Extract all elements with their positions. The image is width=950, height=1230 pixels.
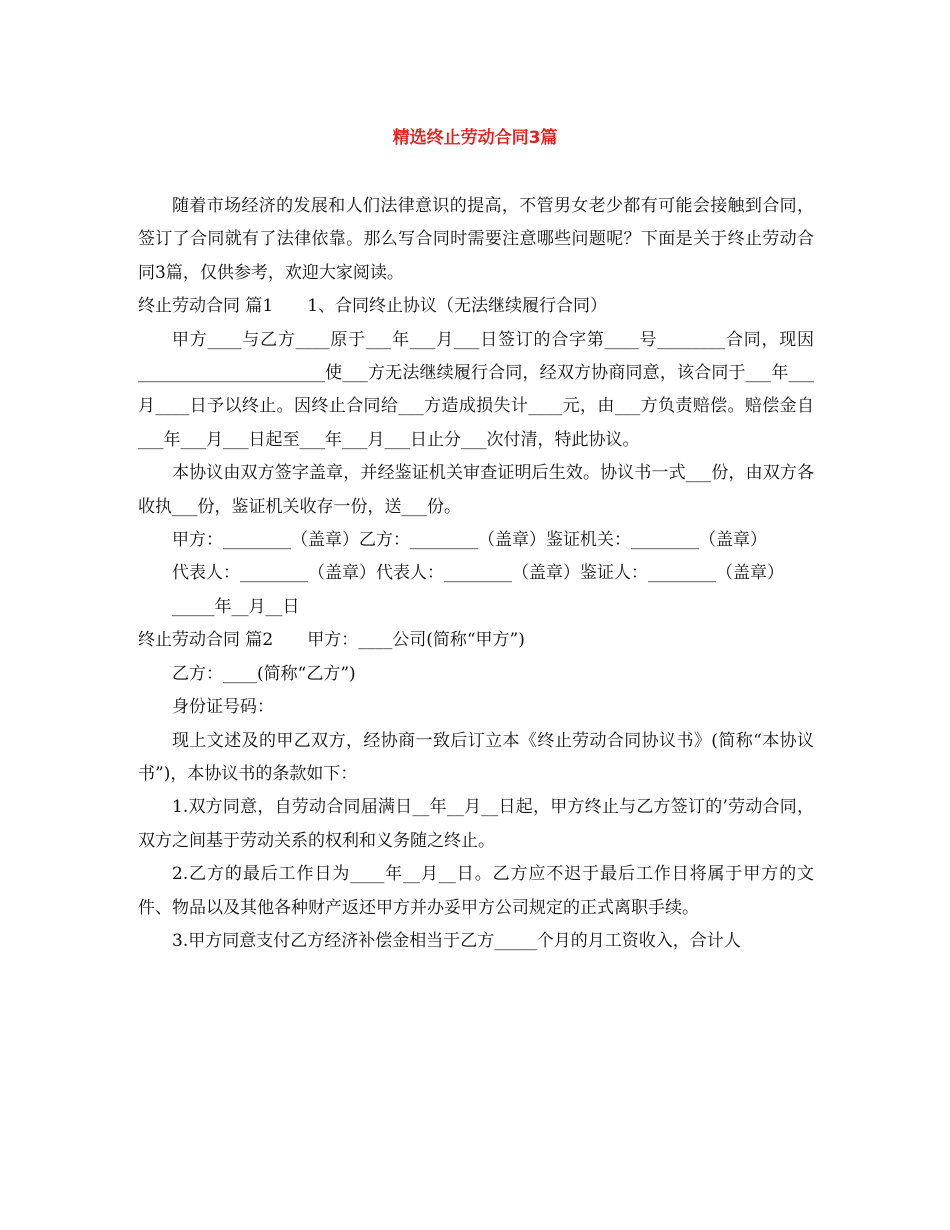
preamble-paragraph: 现上文述及的甲乙双方，经协商一致后订立本《终止劳动合同协议书》(简称“本协议书”)，本协议书的条款如下： xyxy=(138,730,814,784)
agreement-paragraph: 甲方____与乙方____原于___年___月___日签订的合字第____号________合同，现因______________________使___方无法继续履行合同，经双方协商同意，该合同于___年___月____日予以终止。因终止合同给___方造成损失计____元，由___方负责赔偿。赔偿金自___年___月___日起至___年___月___日止分___次付清，特此协议。 xyxy=(138,329,814,450)
effect-paragraph: 本协议由双方签字盖章，并经鉴证机关审查证明后生效。协议书一式___份，由双方各收执___份，鉴证机关收存一份，送___份。 xyxy=(138,463,814,517)
clause-2: 2.乙方的最后工作日为____年__月__日。乙方应不迟于最后工作日将属于甲方的文件、物品以及其他各种财产返还甲方并办妥甲方公司规定的正式离职手续。 xyxy=(138,864,814,918)
section-heading-2: 终止劳动合同 篇2 甲方：____公司(简称“甲方”) xyxy=(138,630,525,651)
document-body xyxy=(138,190,814,958)
clause-3: 3.甲方同意支付乙方经济补偿金相当于乙方_____个月的月工资收入，合计人 xyxy=(172,930,741,951)
signature-line-representatives: 代表人：________（盖章）代表人：________（盖章）鉴证人：________（盖章） xyxy=(172,563,784,584)
party-b-line: 乙方：____(简称“乙方”) xyxy=(172,663,356,684)
date-line: _____年__月__日 xyxy=(172,596,300,617)
intro-paragraph: 随着市场经济的发展和人们法律意识的提高，不管男女老少都有可能会接触到合同，签订了合同就有了法律依靠。那么写合同时需要注意哪些问题呢？下面是关于终止劳动合同3篇，仅供参考，欢迎大家阅读。 xyxy=(138,196,814,283)
section-heading-1: 终止劳动合同 篇1 1、合同终止协议（无法继续履行合同） xyxy=(138,296,608,317)
signature-line-parties: 甲方：________（盖章）乙方：________（盖章）鉴证机关：________（盖章） xyxy=(172,530,767,551)
id-number-line: 身份证号码： xyxy=(172,697,274,718)
document-title: 精选终止劳动合同3篇 xyxy=(392,128,558,148)
clause-1: 1.双方同意，自劳动合同届满日__年__月__日起，甲方终止与乙方签订的’劳动合同，双方之间基于劳动关系的权利和义务随之终止。 xyxy=(138,797,814,851)
